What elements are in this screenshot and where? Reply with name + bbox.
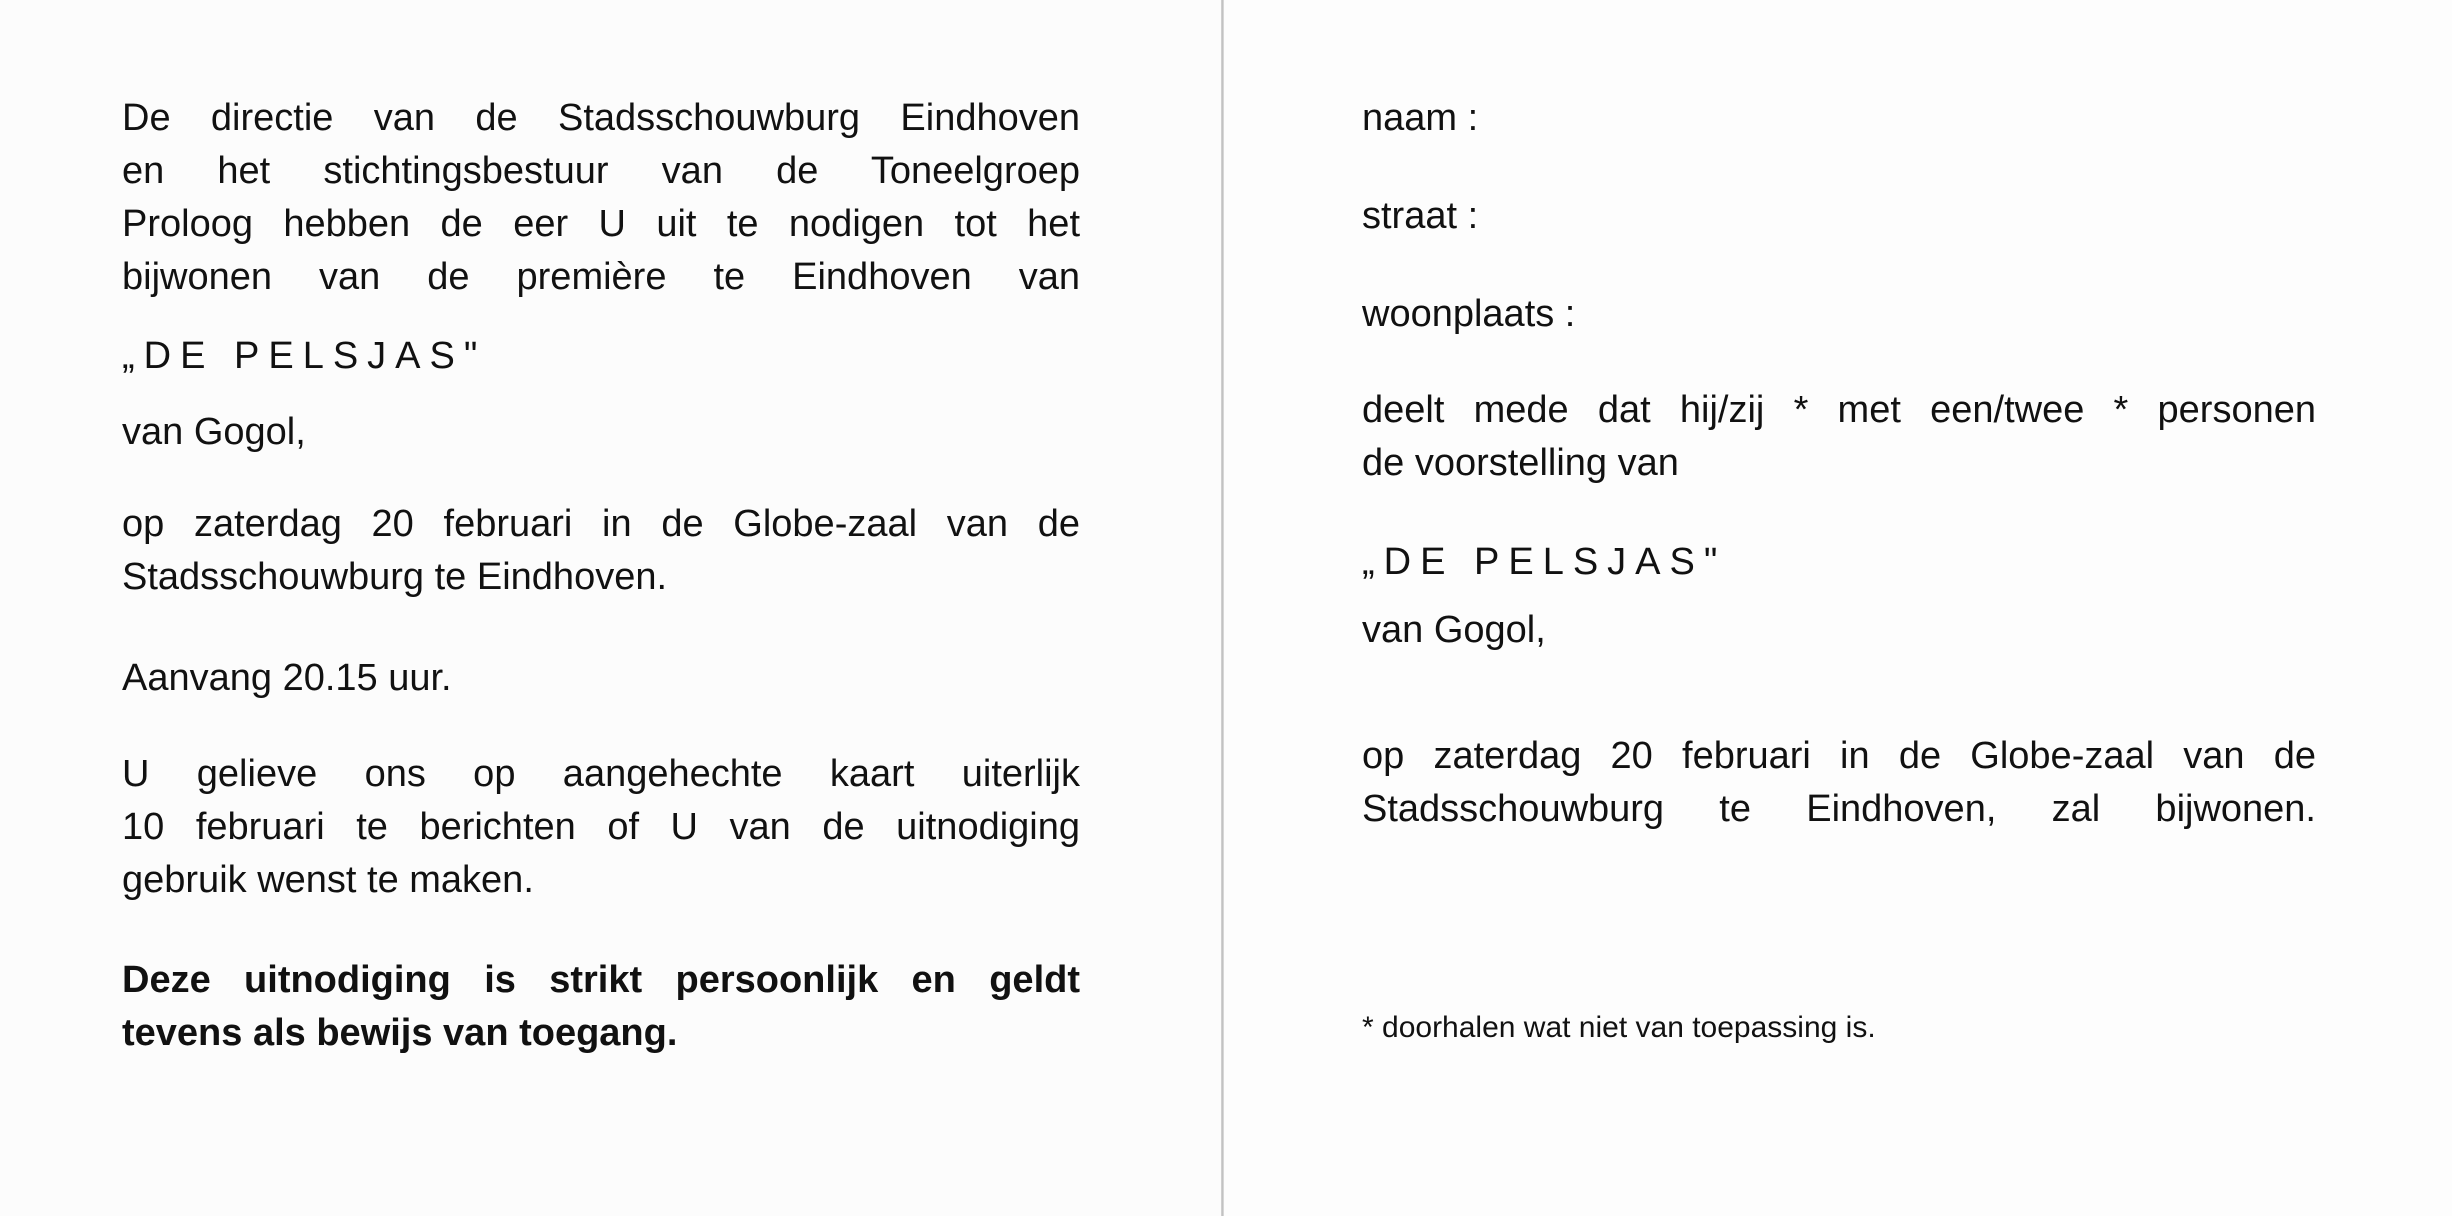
page-fold — [1221, 0, 1224, 1216]
reply-play-author: van Gogol, — [1362, 609, 1546, 651]
attendance-line: de voorstelling van — [1362, 442, 1679, 484]
intro-line: Proloog hebben de eer U uit te nodigen tot het — [122, 203, 1080, 245]
intro-line: en het stichtingsbestuur van de Toneelgroep — [122, 150, 1080, 192]
footnote: * doorhalen wat niet van toepassing is. — [1362, 1011, 1876, 1044]
intro-paragraph — [122, 92, 1080, 304]
date-line: op zaterdag 20 februari in de Globe-zaal van de — [122, 503, 1080, 545]
city-label: woonplaats : — [1362, 293, 1576, 335]
rsvp-line: U gelieve ons op aangehechte kaart uiterlijk — [122, 753, 1080, 795]
reply-play-title: „DE PELSJAS" — [1362, 541, 1727, 583]
performance-date-paragraph — [122, 498, 1080, 604]
reply-date-line: op zaterdag 20 februari in de Globe-zaal van de — [1362, 735, 2316, 777]
rsvp-line: 10 februari te berichten of U van de uitnodiging — [122, 806, 1080, 848]
rsvp-paragraph — [122, 748, 1080, 907]
reply-date-paragraph — [1362, 730, 2316, 836]
name-label: naam : — [1362, 97, 1479, 139]
reply-date-line: Stadsschouwburg te Eindhoven, zal bijwonen. — [1362, 788, 2316, 830]
street-label: straat : — [1362, 195, 1479, 237]
intro-line: De directie van de Stadsschouwburg Eindhoven — [122, 97, 1080, 139]
notice-line: tevens als bewijs van toegang. — [122, 1012, 678, 1054]
personal-notice — [122, 954, 1080, 1060]
notice-line: Deze uitnodiging is strikt persoonlijk en geldt — [122, 959, 1080, 1001]
play-author: van Gogol, — [122, 411, 306, 453]
start-time: Aanvang 20.15 uur. — [122, 657, 452, 699]
rsvp-line: gebruik wenst te maken. — [122, 859, 534, 901]
play-title: „DE PELSJAS" — [122, 335, 487, 377]
date-line: Stadsschouwburg te Eindhoven. — [122, 556, 668, 598]
attendance-paragraph — [1362, 384, 2316, 490]
attendance-line: deelt mede dat hij/zij * met een/twee * personen — [1362, 389, 2316, 431]
intro-line: bijwonen van de première te Eindhoven van — [122, 256, 1080, 298]
